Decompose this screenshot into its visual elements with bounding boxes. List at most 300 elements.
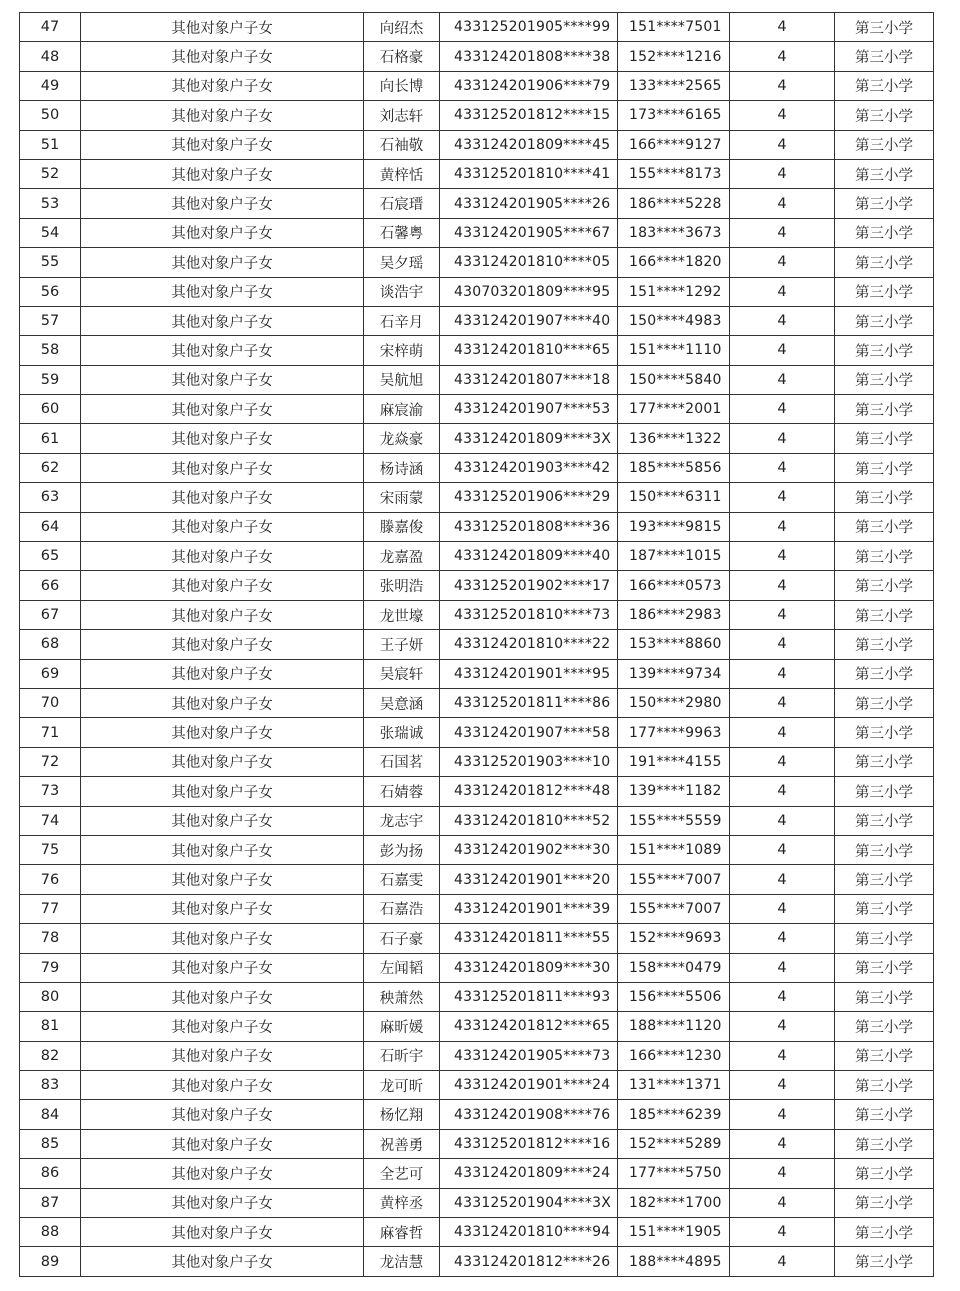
grade-cell: 4 xyxy=(730,571,835,600)
table-row xyxy=(20,248,934,277)
student-name: 石婧蓉 xyxy=(364,777,440,806)
category-cell: 其他对象户子女 xyxy=(81,483,364,512)
grade-cell: 4 xyxy=(730,982,835,1011)
table-row xyxy=(20,1159,934,1188)
category-cell: 其他对象户子女 xyxy=(81,894,364,923)
table-row xyxy=(20,13,934,42)
row-number: 83 xyxy=(20,1071,81,1100)
row-number: 57 xyxy=(20,306,81,335)
id-number: 433124201903****42 xyxy=(440,453,618,482)
row-number: 72 xyxy=(20,747,81,776)
student-name: 彭为扬 xyxy=(364,835,440,864)
grade-cell: 4 xyxy=(730,277,835,306)
student-name: 吴意涵 xyxy=(364,688,440,717)
grade-cell: 4 xyxy=(730,424,835,453)
id-number: 433124201810****05 xyxy=(440,248,618,277)
phone-number: 188****1120 xyxy=(618,1012,730,1041)
row-number: 60 xyxy=(20,395,81,424)
grade-cell: 4 xyxy=(730,806,835,835)
grade-cell: 4 xyxy=(730,718,835,747)
id-number: 433124201907****40 xyxy=(440,306,618,335)
student-name: 麻宸渝 xyxy=(364,395,440,424)
grade-cell: 4 xyxy=(730,600,835,629)
category-cell: 其他对象户子女 xyxy=(81,1159,364,1188)
table-row xyxy=(20,806,934,835)
school-name: 第三小学 xyxy=(835,1041,934,1070)
row-number: 87 xyxy=(20,1188,81,1217)
phone-number: 166****9127 xyxy=(618,130,730,159)
school-name: 第三小学 xyxy=(835,1100,934,1129)
id-number: 430703201809****95 xyxy=(440,277,618,306)
row-number: 53 xyxy=(20,189,81,218)
grade-cell: 4 xyxy=(730,688,835,717)
phone-number: 186****5228 xyxy=(618,189,730,218)
table-row xyxy=(20,512,934,541)
row-number: 88 xyxy=(20,1218,81,1247)
school-name: 第三小学 xyxy=(835,571,934,600)
table-row xyxy=(20,1188,934,1217)
student-name: 石子豪 xyxy=(364,924,440,953)
student-name: 石辛月 xyxy=(364,306,440,335)
phone-number: 158****0479 xyxy=(618,953,730,982)
phone-number: 152****5289 xyxy=(618,1129,730,1158)
category-cell: 其他对象户子女 xyxy=(81,542,364,571)
grade-cell: 4 xyxy=(730,1159,835,1188)
category-cell: 其他对象户子女 xyxy=(81,306,364,335)
id-number: 433125201810****73 xyxy=(440,600,618,629)
school-name: 第三小学 xyxy=(835,101,934,130)
id-number: 433124201810****22 xyxy=(440,630,618,659)
phone-number: 139****9734 xyxy=(618,659,730,688)
grade-cell: 4 xyxy=(730,659,835,688)
category-cell: 其他对象户子女 xyxy=(81,806,364,835)
student-name: 麻睿哲 xyxy=(364,1218,440,1247)
student-name: 石昕宇 xyxy=(364,1041,440,1070)
table-row xyxy=(20,630,934,659)
grade-cell: 4 xyxy=(730,1188,835,1217)
student-name: 石袖敬 xyxy=(364,130,440,159)
school-name: 第三小学 xyxy=(835,1159,934,1188)
id-number: 433124201907****53 xyxy=(440,395,618,424)
id-number: 433124201901****95 xyxy=(440,659,618,688)
phone-number: 150****2980 xyxy=(618,688,730,717)
table-row xyxy=(20,1012,934,1041)
category-cell: 其他对象户子女 xyxy=(81,395,364,424)
phone-number: 177****2001 xyxy=(618,395,730,424)
category-cell: 其他对象户子女 xyxy=(81,512,364,541)
grade-cell: 4 xyxy=(730,336,835,365)
student-name: 龙志宇 xyxy=(364,806,440,835)
phone-number: 155****7007 xyxy=(618,894,730,923)
id-number: 433124201809****45 xyxy=(440,130,618,159)
school-name: 第三小学 xyxy=(835,1247,934,1276)
category-cell: 其他对象户子女 xyxy=(81,159,364,188)
student-name: 石馨粤 xyxy=(364,218,440,247)
school-name: 第三小学 xyxy=(835,42,934,71)
phone-number: 151****1292 xyxy=(618,277,730,306)
table-row xyxy=(20,542,934,571)
school-name: 第三小学 xyxy=(835,600,934,629)
student-name: 龙世壕 xyxy=(364,600,440,629)
category-cell: 其他对象户子女 xyxy=(81,453,364,482)
id-number: 433125201808****36 xyxy=(440,512,618,541)
id-number: 433124201812****65 xyxy=(440,1012,618,1041)
row-number: 82 xyxy=(20,1041,81,1070)
row-number: 78 xyxy=(20,924,81,953)
school-name: 第三小学 xyxy=(835,630,934,659)
phone-number: 139****1182 xyxy=(618,777,730,806)
category-cell: 其他对象户子女 xyxy=(81,189,364,218)
id-number: 433124201809****3X xyxy=(440,424,618,453)
grade-cell: 4 xyxy=(730,1071,835,1100)
row-number: 80 xyxy=(20,982,81,1011)
phone-number: 166****1230 xyxy=(618,1041,730,1070)
table-row xyxy=(20,747,934,776)
school-name: 第三小学 xyxy=(835,277,934,306)
id-number: 433124201901****39 xyxy=(440,894,618,923)
phone-number: 151****1089 xyxy=(618,835,730,864)
student-name: 左闻韬 xyxy=(364,953,440,982)
id-number: 433124201901****20 xyxy=(440,865,618,894)
grade-cell: 4 xyxy=(730,101,835,130)
grade-cell: 4 xyxy=(730,542,835,571)
id-number: 433124201812****26 xyxy=(440,1247,618,1276)
school-name: 第三小学 xyxy=(835,924,934,953)
phone-number: 177****5750 xyxy=(618,1159,730,1188)
school-name: 第三小学 xyxy=(835,542,934,571)
school-name: 第三小学 xyxy=(835,453,934,482)
id-number: 433124201906****79 xyxy=(440,71,618,100)
school-name: 第三小学 xyxy=(835,1071,934,1100)
category-cell: 其他对象户子女 xyxy=(81,1071,364,1100)
row-number: 89 xyxy=(20,1247,81,1276)
category-cell: 其他对象户子女 xyxy=(81,865,364,894)
row-number: 65 xyxy=(20,542,81,571)
student-name: 龙洁慧 xyxy=(364,1247,440,1276)
category-cell: 其他对象户子女 xyxy=(81,365,364,394)
category-cell: 其他对象户子女 xyxy=(81,1129,364,1158)
table-row xyxy=(20,600,934,629)
row-number: 66 xyxy=(20,571,81,600)
student-name: 谈浩宇 xyxy=(364,277,440,306)
school-name: 第三小学 xyxy=(835,894,934,923)
category-cell: 其他对象户子女 xyxy=(81,1041,364,1070)
student-name: 全艺可 xyxy=(364,1159,440,1188)
category-cell: 其他对象户子女 xyxy=(81,130,364,159)
student-name: 石嘉浩 xyxy=(364,894,440,923)
grade-cell: 4 xyxy=(730,248,835,277)
student-name: 张瑞诚 xyxy=(364,718,440,747)
school-name: 第三小学 xyxy=(835,306,934,335)
id-number: 433125201810****41 xyxy=(440,159,618,188)
grade-cell: 4 xyxy=(730,130,835,159)
category-cell: 其他对象户子女 xyxy=(81,1100,364,1129)
phone-number: 153****8860 xyxy=(618,630,730,659)
student-list-table xyxy=(19,12,934,1277)
phone-number: 166****0573 xyxy=(618,571,730,600)
grade-cell: 4 xyxy=(730,71,835,100)
school-name: 第三小学 xyxy=(835,1129,934,1158)
category-cell: 其他对象户子女 xyxy=(81,777,364,806)
grade-cell: 4 xyxy=(730,42,835,71)
id-number: 433125201811****86 xyxy=(440,688,618,717)
student-name: 祝善勇 xyxy=(364,1129,440,1158)
table-row xyxy=(20,1041,934,1070)
student-name: 石嘉雯 xyxy=(364,865,440,894)
grade-cell: 4 xyxy=(730,1012,835,1041)
id-number: 433124201809****24 xyxy=(440,1159,618,1188)
category-cell: 其他对象户子女 xyxy=(81,336,364,365)
table-row xyxy=(20,688,934,717)
category-cell: 其他对象户子女 xyxy=(81,924,364,953)
student-name: 向绍杰 xyxy=(364,13,440,42)
category-cell: 其他对象户子女 xyxy=(81,1247,364,1276)
category-cell: 其他对象户子女 xyxy=(81,688,364,717)
row-number: 76 xyxy=(20,865,81,894)
school-name: 第三小学 xyxy=(835,1012,934,1041)
student-name: 向长博 xyxy=(364,71,440,100)
row-number: 84 xyxy=(20,1100,81,1129)
student-name: 石格豪 xyxy=(364,42,440,71)
row-number: 79 xyxy=(20,953,81,982)
phone-number: 185****6239 xyxy=(618,1100,730,1129)
category-cell: 其他对象户子女 xyxy=(81,747,364,776)
table-row xyxy=(20,395,934,424)
id-number: 433124201902****30 xyxy=(440,835,618,864)
row-number: 73 xyxy=(20,777,81,806)
phone-number: 182****1700 xyxy=(618,1188,730,1217)
phone-number: 183****3673 xyxy=(618,218,730,247)
school-name: 第三小学 xyxy=(835,659,934,688)
category-cell: 其他对象户子女 xyxy=(81,982,364,1011)
id-number: 433124201905****26 xyxy=(440,189,618,218)
student-name: 刘志轩 xyxy=(364,101,440,130)
table-row xyxy=(20,159,934,188)
table-row xyxy=(20,218,934,247)
grade-cell: 4 xyxy=(730,924,835,953)
school-name: 第三小学 xyxy=(835,365,934,394)
table-body xyxy=(20,13,934,1277)
row-number: 69 xyxy=(20,659,81,688)
id-number: 433124201905****73 xyxy=(440,1041,618,1070)
id-number: 433124201809****40 xyxy=(440,542,618,571)
row-number: 55 xyxy=(20,248,81,277)
id-number: 433124201812****48 xyxy=(440,777,618,806)
row-number: 50 xyxy=(20,101,81,130)
id-number: 433124201807****18 xyxy=(440,365,618,394)
row-number: 58 xyxy=(20,336,81,365)
student-name: 杨诗涵 xyxy=(364,453,440,482)
phone-number: 152****9693 xyxy=(618,924,730,953)
student-name: 秧萧然 xyxy=(364,982,440,1011)
table-row xyxy=(20,894,934,923)
school-name: 第三小学 xyxy=(835,718,934,747)
row-number: 68 xyxy=(20,630,81,659)
phone-number: 150****6311 xyxy=(618,483,730,512)
category-cell: 其他对象户子女 xyxy=(81,248,364,277)
phone-number: 155****7007 xyxy=(618,865,730,894)
category-cell: 其他对象户子女 xyxy=(81,1188,364,1217)
row-number: 63 xyxy=(20,483,81,512)
id-number: 433125201902****17 xyxy=(440,571,618,600)
school-name: 第三小学 xyxy=(835,835,934,864)
id-number: 433124201905****67 xyxy=(440,218,618,247)
school-name: 第三小学 xyxy=(835,747,934,776)
table-row xyxy=(20,130,934,159)
table-row xyxy=(20,777,934,806)
row-number: 71 xyxy=(20,718,81,747)
row-number: 81 xyxy=(20,1012,81,1041)
grade-cell: 4 xyxy=(730,630,835,659)
id-number: 433125201812****15 xyxy=(440,101,618,130)
phone-number: 155****5559 xyxy=(618,806,730,835)
grade-cell: 4 xyxy=(730,483,835,512)
school-name: 第三小学 xyxy=(835,424,934,453)
category-cell: 其他对象户子女 xyxy=(81,953,364,982)
student-name: 宋雨蒙 xyxy=(364,483,440,512)
student-name: 龙焱豪 xyxy=(364,424,440,453)
id-number: 433125201904****3X xyxy=(440,1188,618,1217)
school-name: 第三小学 xyxy=(835,336,934,365)
school-name: 第三小学 xyxy=(835,71,934,100)
phone-number: 150****5840 xyxy=(618,365,730,394)
category-cell: 其他对象户子女 xyxy=(81,424,364,453)
table-row xyxy=(20,42,934,71)
category-cell: 其他对象户子女 xyxy=(81,13,364,42)
phone-number: 150****4983 xyxy=(618,306,730,335)
id-number: 433125201906****29 xyxy=(440,483,618,512)
row-number: 85 xyxy=(20,1129,81,1158)
phone-number: 193****9815 xyxy=(618,512,730,541)
school-name: 第三小学 xyxy=(835,865,934,894)
school-name: 第三小学 xyxy=(835,218,934,247)
category-cell: 其他对象户子女 xyxy=(81,101,364,130)
id-number: 433125201905****99 xyxy=(440,13,618,42)
row-number: 48 xyxy=(20,42,81,71)
table-row xyxy=(20,365,934,394)
id-number: 433125201903****10 xyxy=(440,747,618,776)
grade-cell: 4 xyxy=(730,159,835,188)
row-number: 77 xyxy=(20,894,81,923)
student-name: 石国茗 xyxy=(364,747,440,776)
school-name: 第三小学 xyxy=(835,395,934,424)
row-number: 75 xyxy=(20,835,81,864)
grade-cell: 4 xyxy=(730,747,835,776)
student-name: 张明浩 xyxy=(364,571,440,600)
table-row xyxy=(20,101,934,130)
table-row xyxy=(20,277,934,306)
phone-number: 152****1216 xyxy=(618,42,730,71)
grade-cell: 4 xyxy=(730,835,835,864)
row-number: 64 xyxy=(20,512,81,541)
table-row xyxy=(20,982,934,1011)
category-cell: 其他对象户子女 xyxy=(81,71,364,100)
table-row xyxy=(20,1129,934,1158)
phone-number: 188****4895 xyxy=(618,1247,730,1276)
grade-cell: 4 xyxy=(730,189,835,218)
row-number: 47 xyxy=(20,13,81,42)
student-name: 吴航旭 xyxy=(364,365,440,394)
grade-cell: 4 xyxy=(730,365,835,394)
category-cell: 其他对象户子女 xyxy=(81,718,364,747)
student-name: 宋梓萌 xyxy=(364,336,440,365)
id-number: 433124201809****30 xyxy=(440,953,618,982)
id-number: 433124201810****65 xyxy=(440,336,618,365)
phone-number: 151****1110 xyxy=(618,336,730,365)
student-name: 石宸瑨 xyxy=(364,189,440,218)
school-name: 第三小学 xyxy=(835,512,934,541)
row-number: 67 xyxy=(20,600,81,629)
school-name: 第三小学 xyxy=(835,13,934,42)
student-name: 王子妍 xyxy=(364,630,440,659)
school-name: 第三小学 xyxy=(835,777,934,806)
phone-number: 156****5506 xyxy=(618,982,730,1011)
student-name: 滕嘉俊 xyxy=(364,512,440,541)
table-row xyxy=(20,189,934,218)
id-number: 433124201810****94 xyxy=(440,1218,618,1247)
table-row xyxy=(20,659,934,688)
category-cell: 其他对象户子女 xyxy=(81,1218,364,1247)
id-number: 433124201810****52 xyxy=(440,806,618,835)
school-name: 第三小学 xyxy=(835,159,934,188)
category-cell: 其他对象户子女 xyxy=(81,218,364,247)
id-number: 433124201907****58 xyxy=(440,718,618,747)
phone-number: 177****9963 xyxy=(618,718,730,747)
id-number: 433125201811****93 xyxy=(440,982,618,1011)
category-cell: 其他对象户子女 xyxy=(81,1012,364,1041)
phone-number: 191****4155 xyxy=(618,747,730,776)
table-row xyxy=(20,835,934,864)
student-name: 吴夕瑶 xyxy=(364,248,440,277)
category-cell: 其他对象户子女 xyxy=(81,277,364,306)
grade-cell: 4 xyxy=(730,777,835,806)
id-number: 433125201812****16 xyxy=(440,1129,618,1158)
school-name: 第三小学 xyxy=(835,806,934,835)
student-name: 黄梓恬 xyxy=(364,159,440,188)
category-cell: 其他对象户子女 xyxy=(81,630,364,659)
table-row xyxy=(20,306,934,335)
school-name: 第三小学 xyxy=(835,130,934,159)
category-cell: 其他对象户子女 xyxy=(81,600,364,629)
id-number: 433124201808****38 xyxy=(440,42,618,71)
grade-cell: 4 xyxy=(730,395,835,424)
table-row xyxy=(20,718,934,747)
category-cell: 其他对象户子女 xyxy=(81,42,364,71)
phone-number: 173****6165 xyxy=(618,101,730,130)
table-row xyxy=(20,1218,934,1247)
student-name: 黄梓丞 xyxy=(364,1188,440,1217)
student-name: 龙可昕 xyxy=(364,1071,440,1100)
row-number: 62 xyxy=(20,453,81,482)
grade-cell: 4 xyxy=(730,453,835,482)
phone-number: 187****1015 xyxy=(618,542,730,571)
row-number: 49 xyxy=(20,71,81,100)
phone-number: 131****1371 xyxy=(618,1071,730,1100)
student-name: 龙嘉盈 xyxy=(364,542,440,571)
row-number: 52 xyxy=(20,159,81,188)
school-name: 第三小学 xyxy=(835,189,934,218)
grade-cell: 4 xyxy=(730,953,835,982)
school-name: 第三小学 xyxy=(835,953,934,982)
grade-cell: 4 xyxy=(730,1218,835,1247)
grade-cell: 4 xyxy=(730,865,835,894)
row-number: 51 xyxy=(20,130,81,159)
phone-number: 185****5856 xyxy=(618,453,730,482)
table-row xyxy=(20,1247,934,1276)
id-number: 433124201908****76 xyxy=(440,1100,618,1129)
row-number: 59 xyxy=(20,365,81,394)
table-row xyxy=(20,865,934,894)
